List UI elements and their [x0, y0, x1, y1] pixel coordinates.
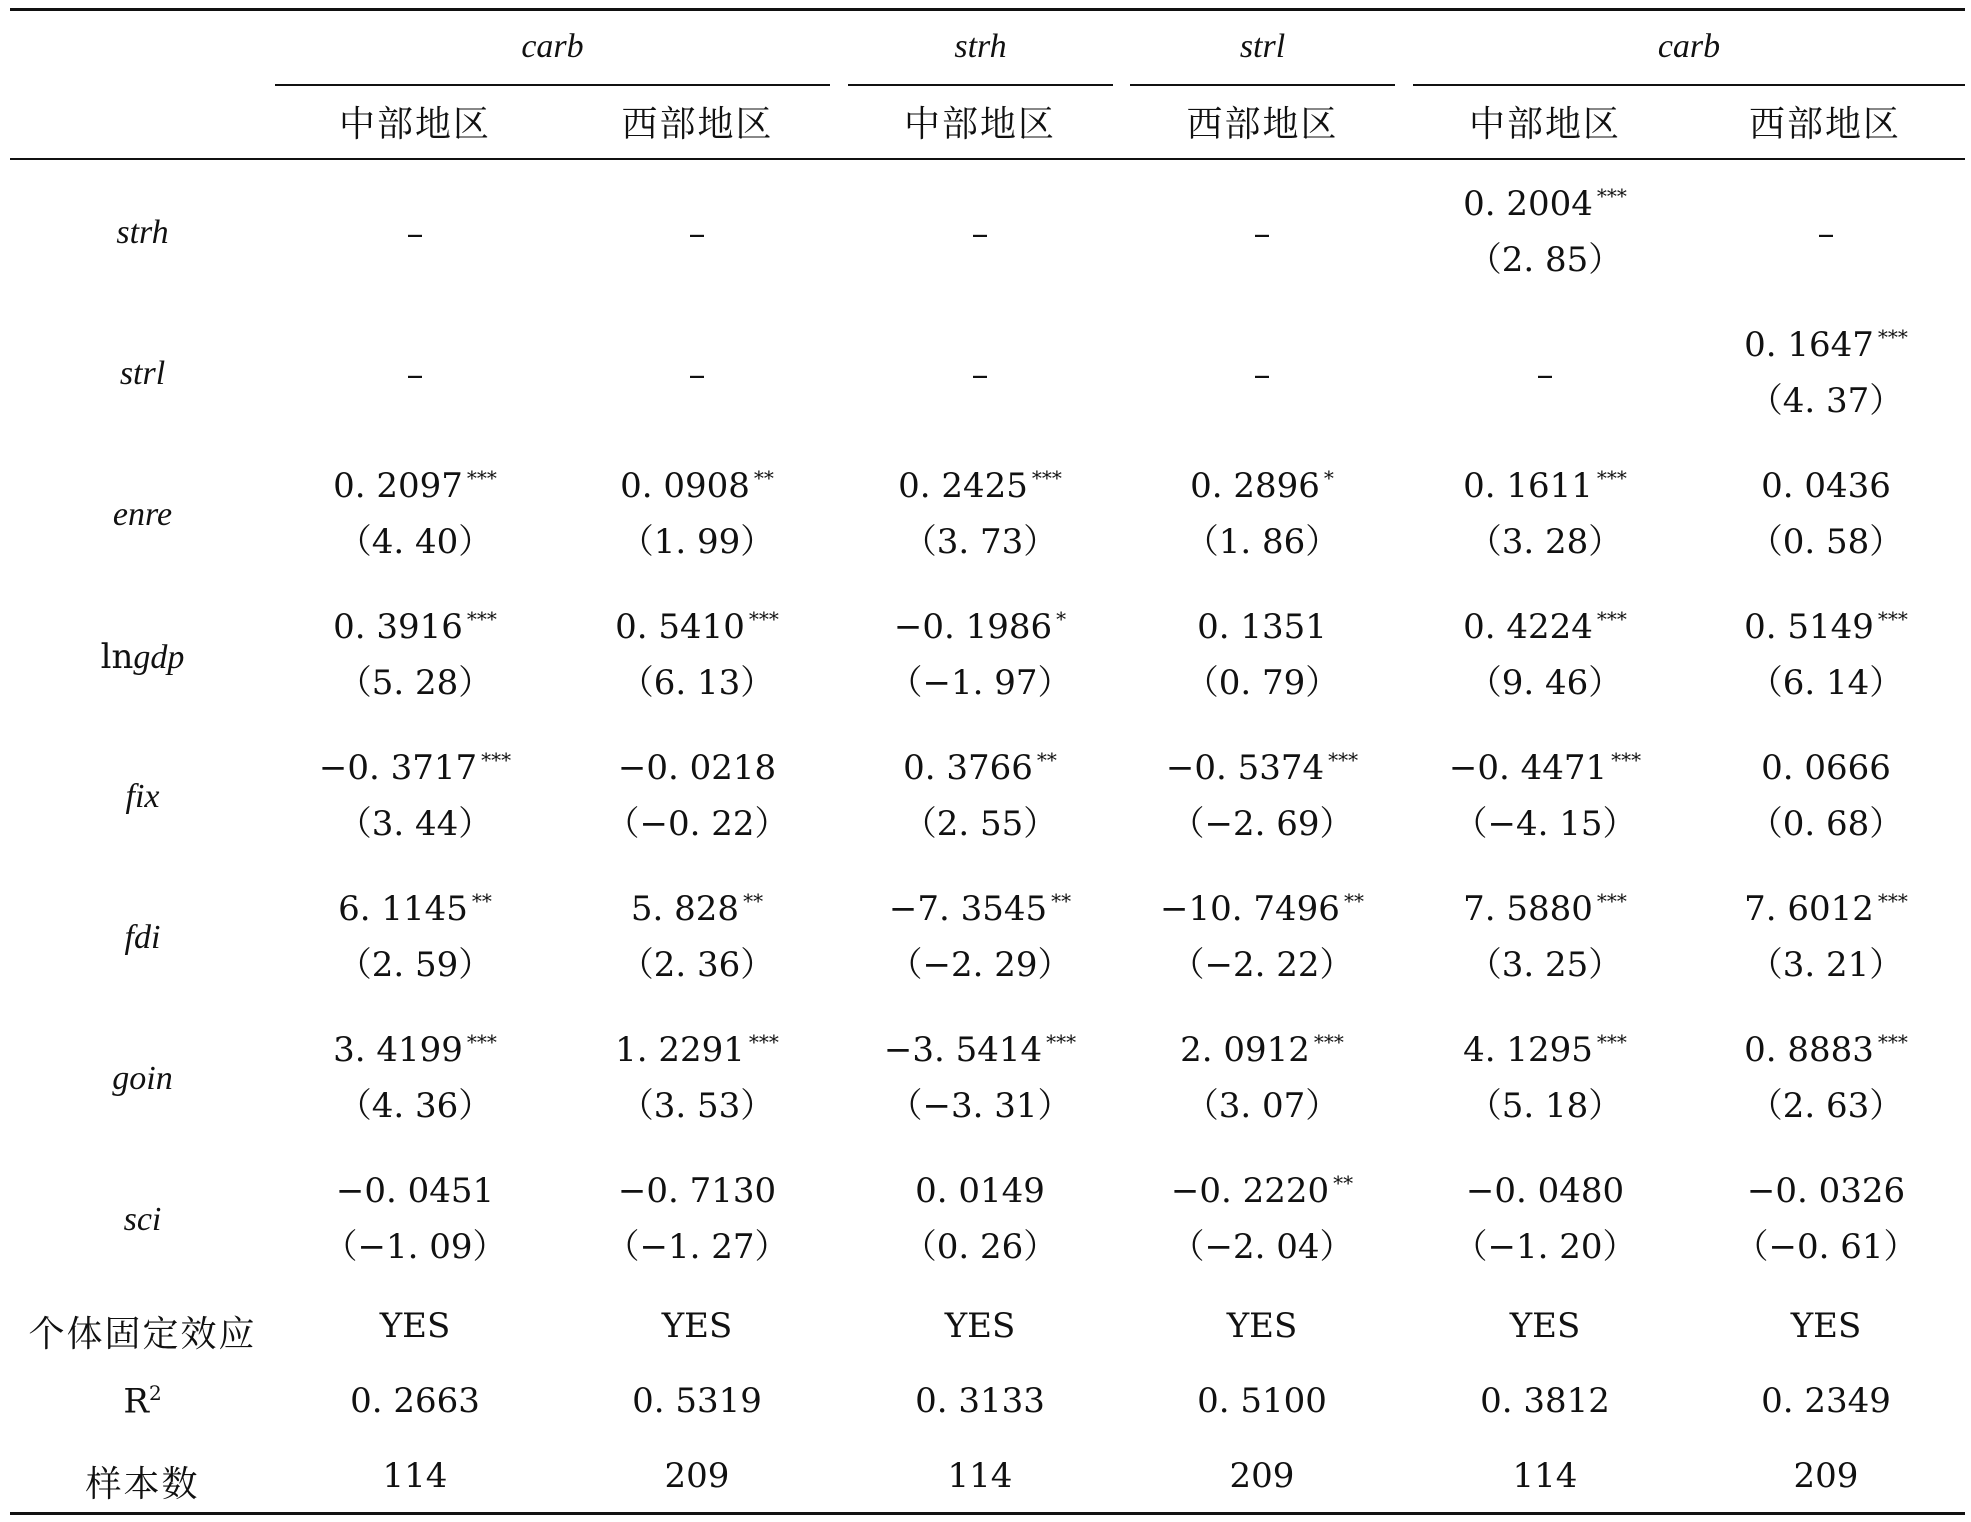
coefficient	[1122, 1171, 1402, 1211]
t-statistic: （−0. 22）	[605, 804, 789, 844]
group-underline-2	[848, 84, 1113, 86]
significance-stars: ***	[1596, 465, 1627, 490]
coefficient-value: 7. 6012	[1744, 889, 1874, 929]
coefficient-value: –	[1536, 355, 1554, 395]
coefficient	[275, 607, 555, 647]
table-cell	[1405, 607, 1685, 703]
sample-size-value: 114	[1512, 1456, 1578, 1496]
top-rule	[10, 8, 1965, 11]
coefficient-value: 0. 2004	[1463, 184, 1593, 224]
group-underline-4	[1413, 84, 1965, 86]
fixed-effects-value: YES	[944, 1306, 1016, 1346]
row-label: strh	[116, 214, 169, 251]
coefficient	[840, 748, 1120, 788]
row-label: sci	[123, 1201, 162, 1238]
significance-stars: ***	[1877, 324, 1908, 349]
t-statistic: （0. 79）	[1184, 663, 1340, 703]
coefficient	[1686, 1171, 1966, 1211]
coefficient-value: −7. 3545	[888, 889, 1048, 929]
row-label: fix	[125, 778, 160, 815]
table-cell	[275, 1030, 555, 1126]
table-cell	[1405, 1171, 1685, 1267]
group-header-carb-1: carb	[521, 28, 584, 65]
significance-stars: *	[1056, 606, 1067, 631]
t-statistic: （3. 25）	[1467, 945, 1623, 985]
r-squared-value: 0. 3812	[1480, 1381, 1610, 1421]
row-label: goin	[112, 1060, 173, 1097]
t-statistic: （−1. 20）	[1453, 1227, 1637, 1267]
table-cell	[1686, 1030, 1966, 1126]
coefficient-value: –	[688, 355, 706, 395]
sub-header-5: 中部地区	[1468, 104, 1621, 145]
table-cell	[840, 355, 1120, 395]
table-cell	[275, 355, 555, 395]
significance-stars: ***	[1596, 1029, 1627, 1054]
r-squared-value: 0. 2663	[350, 1381, 480, 1421]
t-statistic: （3. 07）	[1184, 1086, 1340, 1126]
table-cell	[275, 748, 555, 844]
group-header-strl: strl	[1239, 28, 1286, 65]
coefficient-value: 5. 828	[630, 889, 740, 929]
coefficient-value: 0. 2097	[333, 466, 463, 506]
coefficient	[275, 355, 555, 395]
significance-stars: *	[1323, 465, 1334, 490]
t-statistic: （1. 86）	[1184, 522, 1340, 562]
sample-size-label: 样本数	[85, 1464, 200, 1505]
coefficient-value: –	[971, 214, 989, 254]
coefficient-value: 0. 0436	[1761, 466, 1891, 506]
fixed-effects-value: YES	[1790, 1306, 1862, 1346]
significance-stars: ***	[1046, 1029, 1077, 1054]
t-statistic: （0. 68）	[1748, 804, 1904, 844]
coefficient	[1686, 325, 1966, 365]
t-statistic: （5. 18）	[1467, 1086, 1623, 1126]
table-cell	[1405, 355, 1685, 395]
table-cell	[1686, 748, 1966, 844]
table-cell	[557, 355, 837, 395]
coefficient-value: −0. 2220	[1170, 1171, 1330, 1211]
coefficient-value: –	[1253, 214, 1271, 254]
coefficient	[1122, 1030, 1402, 1070]
r-squared-value: 0. 5100	[1197, 1381, 1327, 1421]
r-squared-value: 0. 2349	[1761, 1381, 1891, 1421]
coefficient-value: 0. 0908	[620, 466, 750, 506]
row-label: strl	[119, 355, 166, 392]
r-squared-value: 0. 5319	[632, 1381, 762, 1421]
table-cell	[275, 214, 555, 254]
row-label-prefix: ln	[100, 637, 134, 677]
fixed-effects-value: YES	[661, 1306, 733, 1346]
coefficient	[557, 889, 837, 929]
coefficient-value: −0. 0480	[1465, 1171, 1625, 1211]
coefficient-value: 2. 0912	[1180, 1030, 1310, 1070]
table-cell	[840, 466, 1120, 562]
table-cell	[840, 1171, 1120, 1267]
coefficient	[1405, 889, 1685, 929]
row-label	[10, 637, 275, 677]
coefficient-value: 0. 5149	[1744, 607, 1874, 647]
coefficient-value: 0. 2896	[1190, 466, 1320, 506]
table-cell	[275, 607, 555, 703]
significance-stars: ***	[748, 606, 779, 631]
significance-stars: **	[1036, 747, 1057, 772]
group-underline-1	[275, 84, 830, 86]
t-statistic: （9. 46）	[1467, 663, 1623, 703]
row-label: fdi	[124, 919, 161, 956]
coefficient	[1122, 355, 1402, 395]
coefficient-value: 0. 5410	[615, 607, 745, 647]
coefficient	[1405, 1030, 1685, 1070]
coefficient-value: −0. 3717	[318, 748, 478, 788]
significance-stars: ***	[1313, 1029, 1344, 1054]
coefficient	[1122, 607, 1402, 647]
coefficient-value: 0. 0666	[1761, 748, 1891, 788]
t-statistic: （3. 44）	[337, 804, 493, 844]
t-statistic: （2. 85）	[1467, 240, 1623, 280]
coefficient	[1686, 607, 1966, 647]
table-cell	[1405, 889, 1685, 985]
coefficient-value: −0. 0218	[617, 748, 777, 788]
coefficient-value: −10. 7496	[1160, 889, 1340, 929]
table-cell	[1686, 325, 1966, 421]
table-cell	[275, 1171, 555, 1267]
coefficient-value: −0. 0451	[335, 1171, 495, 1211]
t-statistic: （2. 36）	[619, 945, 775, 985]
coefficient-value: 0. 0149	[915, 1171, 1045, 1211]
t-statistic: （−4. 15）	[1453, 804, 1637, 844]
t-statistic: （4. 37）	[1748, 381, 1904, 421]
row-label-var: gdp	[133, 639, 185, 676]
significance-stars: ***	[481, 747, 512, 772]
bottom-rule	[10, 1512, 1965, 1515]
coefficient-value: −0. 1986	[893, 607, 1053, 647]
significance-stars: **	[1343, 888, 1364, 913]
coefficient-value: −0. 7130	[617, 1171, 777, 1211]
coefficient	[275, 748, 555, 788]
table-cell	[557, 607, 837, 703]
significance-stars: **	[1051, 888, 1072, 913]
coefficient	[275, 1030, 555, 1070]
table-cell	[840, 607, 1120, 703]
coefficient	[1122, 748, 1402, 788]
coefficient-value: 1. 2291	[615, 1030, 745, 1070]
table-cell	[1405, 1030, 1685, 1126]
table-cell	[557, 466, 837, 562]
coefficient	[840, 355, 1120, 395]
t-statistic: （2. 63）	[1748, 1086, 1904, 1126]
coefficient-value: 6. 1145	[338, 889, 468, 929]
coefficient	[1686, 1030, 1966, 1070]
table-cell	[840, 1030, 1120, 1126]
significance-stars: ***	[466, 1029, 497, 1054]
coefficient	[1405, 466, 1685, 506]
table-cell	[1122, 1171, 1402, 1267]
significance-stars: ***	[1611, 747, 1642, 772]
table-cell	[840, 214, 1120, 254]
t-statistic: （6. 13）	[619, 663, 775, 703]
coefficient-value: –	[406, 355, 424, 395]
coefficient-value: 0. 1611	[1463, 466, 1593, 506]
t-statistic: （4. 36）	[337, 1086, 493, 1126]
coefficient	[275, 214, 555, 254]
coefficient	[840, 466, 1120, 506]
coefficient	[275, 1171, 555, 1211]
coefficient-value: 0. 1647	[1744, 325, 1874, 365]
coefficient-value: 4. 1295	[1463, 1030, 1593, 1070]
t-statistic: （−1. 09）	[323, 1227, 507, 1267]
significance-stars: ***	[1328, 747, 1359, 772]
significance-stars: **	[1333, 1170, 1354, 1195]
coefficient	[557, 1030, 837, 1070]
table-cell	[1122, 466, 1402, 562]
coefficient	[1686, 466, 1966, 506]
sample-size-value: 209	[664, 1456, 730, 1496]
coefficient	[1405, 184, 1685, 224]
coefficient	[1405, 748, 1685, 788]
table-cell	[275, 889, 555, 985]
table-cell	[557, 1171, 837, 1267]
coefficient	[840, 1030, 1120, 1070]
significance-stars: ***	[1877, 1029, 1908, 1054]
r-squared-label: $R^2$	[123, 1381, 162, 1422]
coefficient	[557, 214, 837, 254]
sample-size-value: 114	[382, 1456, 448, 1496]
table-cell	[1122, 214, 1402, 254]
t-statistic: （2. 59）	[337, 945, 493, 985]
significance-stars: ***	[466, 606, 497, 631]
significance-stars: **	[471, 888, 492, 913]
table-cell	[557, 1030, 837, 1126]
coefficient	[1405, 1171, 1685, 1211]
t-statistic: （−1. 97）	[888, 663, 1072, 703]
significance-stars: ***	[1596, 888, 1627, 913]
coefficient	[557, 1171, 837, 1211]
coefficient-value: 3. 4199	[333, 1030, 463, 1070]
table-cell	[557, 214, 837, 254]
table-cell	[1686, 889, 1966, 985]
table-cell	[1122, 1030, 1402, 1126]
group-header-carb-2: carb	[1657, 28, 1721, 65]
t-statistic: （−2. 69）	[1170, 804, 1354, 844]
coefficient	[1405, 607, 1685, 647]
t-statistic: （3. 53）	[619, 1086, 775, 1126]
coefficient	[1122, 214, 1402, 254]
coefficient-value: 7. 5880	[1463, 889, 1593, 929]
coefficient-value: –	[406, 214, 424, 254]
coefficient-value: 0. 2425	[898, 466, 1028, 506]
t-statistic: （−2. 04）	[1170, 1227, 1354, 1267]
coefficient	[1122, 466, 1402, 506]
coefficient	[557, 748, 837, 788]
sample-size-value: 209	[1229, 1456, 1295, 1496]
table-cell	[1122, 355, 1402, 395]
t-statistic: （3. 73）	[902, 522, 1058, 562]
t-statistic: （−0. 61）	[1734, 1227, 1918, 1267]
t-statistic: （−1. 27）	[605, 1227, 789, 1267]
t-statistic: （3. 21）	[1748, 945, 1904, 985]
coefficient	[1686, 889, 1966, 929]
coefficient-value: −3. 5414	[883, 1030, 1043, 1070]
coefficient	[1686, 214, 1966, 254]
coefficient-value: 0. 8883	[1744, 1030, 1874, 1070]
coefficient-value: 0. 1351	[1197, 607, 1327, 647]
significance-stars: ***	[1877, 888, 1908, 913]
coefficient	[840, 889, 1120, 929]
coefficient-value: –	[1253, 355, 1271, 395]
coefficient	[557, 466, 837, 506]
t-statistic: （3. 28）	[1467, 522, 1623, 562]
row-label: enre	[112, 496, 173, 533]
header-rule	[10, 158, 1965, 160]
t-statistic: （−3. 31）	[888, 1086, 1072, 1126]
coefficient-value: −0. 5374	[1165, 748, 1325, 788]
coefficient	[840, 214, 1120, 254]
t-statistic: （−2. 22）	[1170, 945, 1354, 985]
coefficient-value: 0. 3766	[903, 748, 1033, 788]
coefficient-value: –	[971, 355, 989, 395]
coefficient	[275, 889, 555, 929]
fixed-effects-value: YES	[379, 1306, 451, 1346]
significance-stars: **	[753, 465, 774, 490]
significance-stars: ***	[1031, 465, 1062, 490]
sub-header-3: 中部地区	[903, 104, 1056, 145]
fixed-effects-value: YES	[1226, 1306, 1298, 1346]
coefficient-value: −0. 4471	[1448, 748, 1608, 788]
table-cell	[1122, 607, 1402, 703]
coefficient	[557, 355, 837, 395]
t-statistic: （6. 14）	[1748, 663, 1904, 703]
significance-stars: ***	[1877, 606, 1908, 631]
coefficient-value: −0. 0326	[1746, 1171, 1906, 1211]
table-cell	[1122, 748, 1402, 844]
coefficient-value: 0. 3916	[333, 607, 463, 647]
t-statistic: （2. 55）	[902, 804, 1058, 844]
t-statistic: （1. 99）	[619, 522, 775, 562]
coefficient-value: 0. 4224	[1463, 607, 1593, 647]
sub-header-4: 西部地区	[1186, 104, 1339, 145]
sample-size-value: 209	[1793, 1456, 1859, 1496]
coefficient	[840, 1171, 1120, 1211]
coefficient	[1405, 355, 1685, 395]
fixed-effects-label: 个体固定效应	[28, 1314, 257, 1355]
significance-stars: **	[743, 888, 764, 913]
group-header-strh: strh	[954, 28, 1007, 65]
t-statistic: （0. 26）	[902, 1227, 1058, 1267]
t-statistic: （4. 40）	[337, 522, 493, 562]
sub-header-2: 西部地区	[621, 104, 774, 145]
r-squared-value: 0. 3133	[915, 1381, 1045, 1421]
table-cell	[275, 466, 555, 562]
coefficient	[1122, 889, 1402, 929]
table-cell	[1405, 748, 1685, 844]
table-cell	[1686, 466, 1966, 562]
sub-header-1: 中部地区	[338, 104, 491, 145]
table-cell	[1122, 889, 1402, 985]
fixed-effects-value: YES	[1509, 1306, 1581, 1346]
significance-stars: ***	[466, 465, 497, 490]
table-cell	[840, 889, 1120, 985]
table-cell	[1686, 607, 1966, 703]
coefficient	[557, 607, 837, 647]
coefficient	[275, 466, 555, 506]
table-cell	[1405, 184, 1685, 280]
table-cell	[557, 748, 837, 844]
table-cell	[557, 889, 837, 985]
coefficient-value: –	[1817, 214, 1835, 254]
significance-stars: ***	[1596, 183, 1627, 208]
t-statistic: （−2. 29）	[888, 945, 1072, 985]
significance-stars: ***	[748, 1029, 779, 1054]
group-underline-3	[1130, 84, 1395, 86]
sample-size-value: 114	[947, 1456, 1013, 1496]
coefficient	[1686, 748, 1966, 788]
table-cell	[840, 748, 1120, 844]
t-statistic: （0. 58）	[1748, 522, 1904, 562]
table-cell	[1686, 1171, 1966, 1267]
t-statistic: （5. 28）	[337, 663, 493, 703]
coefficient	[840, 607, 1120, 647]
significance-stars: ***	[1596, 606, 1627, 631]
table-cell	[1686, 214, 1966, 254]
table-cell	[1405, 466, 1685, 562]
coefficient-value: –	[688, 214, 706, 254]
sub-header-6: 西部地区	[1748, 104, 1901, 145]
